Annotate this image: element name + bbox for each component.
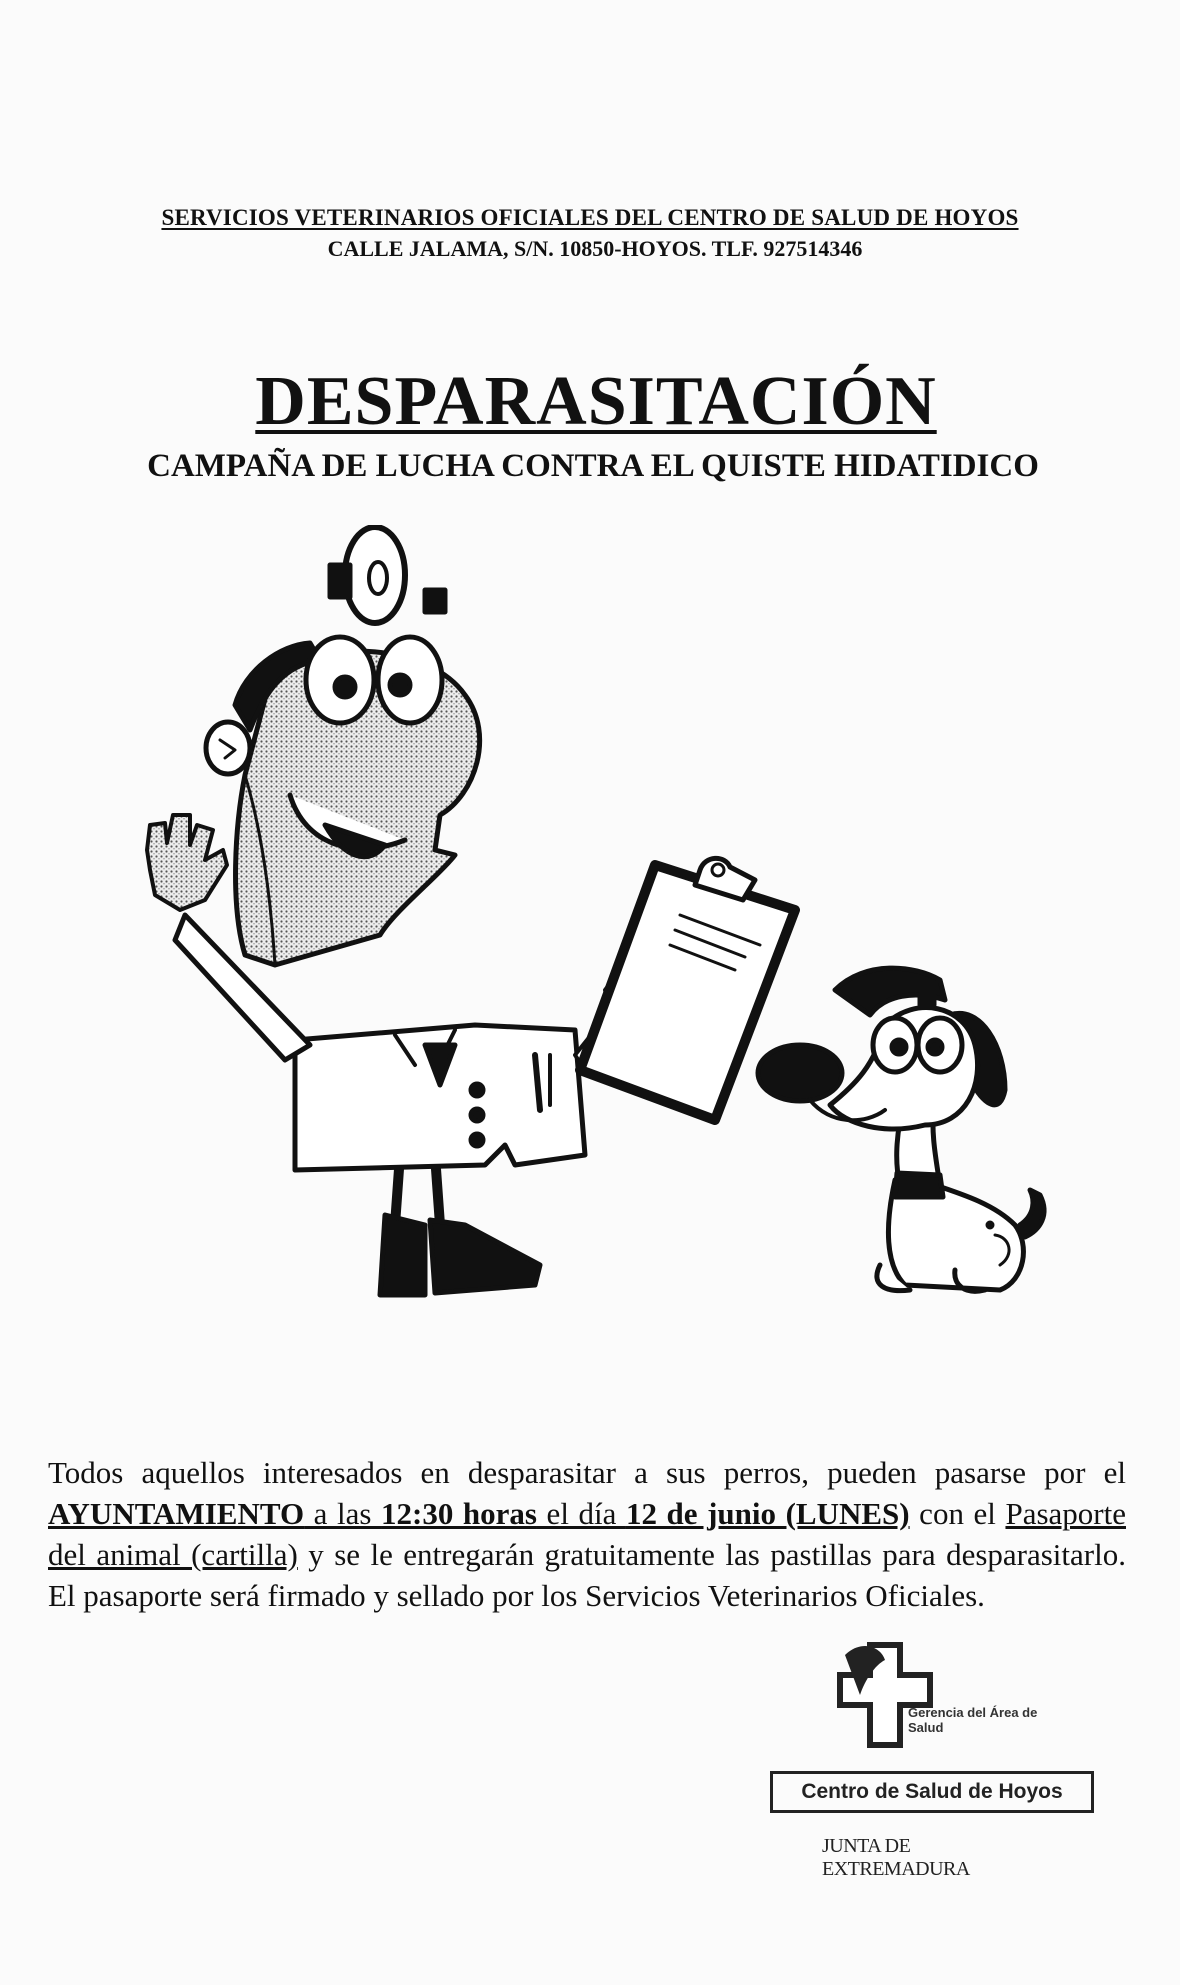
page-title-text: DESPARASITACIÓN (255, 363, 937, 440)
header-line-1-text: SERVICIOS VETERINARIOS OFICIALES DEL CENTRO DE SALUD DE HOYOS (161, 205, 1019, 230)
stamp-junta-text: JUNTA DE EXTREMADURA (822, 1835, 970, 1880)
stamp-gerencia-text: Gerencia del Área de Salud (908, 1705, 1038, 1735)
health-cross-icon (825, 1635, 945, 1755)
page-subtitle: CAMPAÑA DE LUCHA CONTRA EL QUISTE HIDATIDICO (147, 448, 1039, 484)
announcement-text-1: Todos aquellos interesados en desparasitar a sus perros, pueden pasarse por el (48, 1455, 1126, 1490)
official-stamp (760, 1635, 1130, 1880)
announcement-document: Pasaporte del animal (cartilla) (48, 1496, 1126, 1572)
announcement-text-5: y se le entregarán gratuitamente las pastillas para desparasitarlo. El pasaporte será firmado y sellado por los Servicios Veterinarios Oficiales. (48, 1537, 1126, 1613)
page-title (0, 362, 1180, 442)
announcement-text-3: el día (536, 1496, 626, 1531)
announcement-text-4: con el (909, 1496, 1006, 1531)
announcement-date: 12 de junio (LUNES) (625, 1496, 910, 1531)
dog-cartoon (758, 968, 1044, 1291)
header-line-1 (0, 205, 1180, 231)
doctor-cartoon (147, 527, 795, 1295)
announcement-text-2: a las (304, 1496, 382, 1531)
announcement-time: 12:30 horas (381, 1496, 537, 1531)
announcement-place: AYUNTAMIENTO (48, 1496, 305, 1531)
announcement-paragraph (48, 1452, 1126, 1616)
vet-and-dog-illustration (95, 525, 1055, 1315)
stamp-centro-box: Centro de Salud de Hoyos (770, 1771, 1094, 1813)
header-line-2: CALLE JALAMA, S/N. 10850-HOYOS. TLF. 927514346 (327, 236, 863, 261)
